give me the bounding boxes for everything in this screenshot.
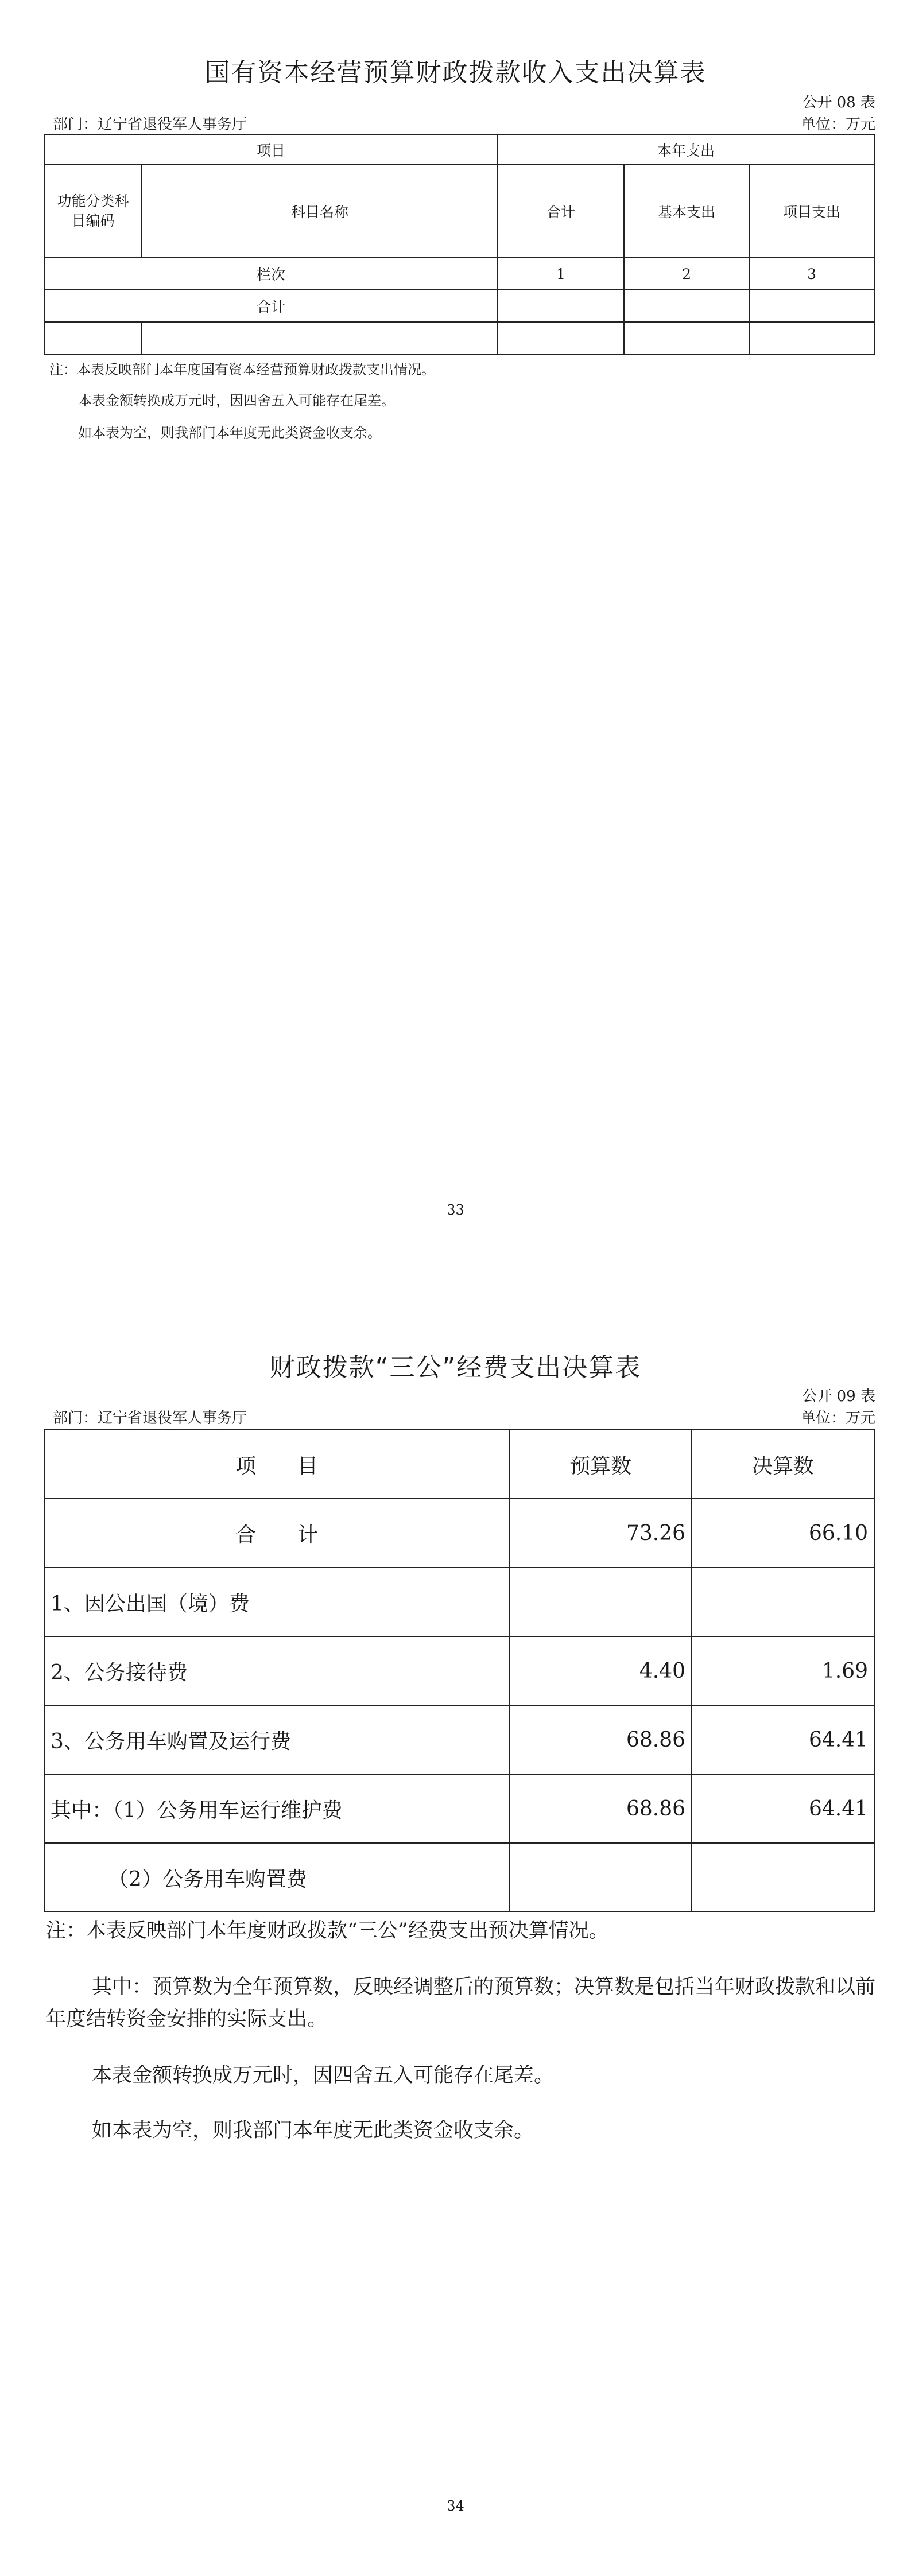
header-item: 项 目 <box>44 1430 509 1499</box>
header-final: 决算数 <box>692 1430 874 1499</box>
row-label: （2）公务用车购置费 <box>44 1843 509 1912</box>
sum-total-cell <box>498 290 624 322</box>
table-row <box>44 1568 874 1636</box>
row-label: 1、因公出国（境）费 <box>44 1568 509 1636</box>
unit-label: 单位：万元 <box>800 116 875 133</box>
header-total: 合计 <box>498 165 624 258</box>
empty-cell <box>498 322 624 354</box>
header-budget: 预算数 <box>509 1430 692 1499</box>
department-label: 部门：辽宁省退役军人事务厅 <box>53 116 247 133</box>
unit-label: 单位：万元 <box>800 1410 875 1427</box>
page-34 <box>0 1288 911 2576</box>
note-line: 注：本表反映部门本年度财政拨款“三公”经费支出预决算情况。 <box>46 1919 609 1942</box>
table-code: 公开 09 表 <box>802 1388 875 1405</box>
table-code: 公开 08 表 <box>802 94 875 111</box>
row-label: 2、公务接待费 <box>44 1636 509 1705</box>
final-value <box>692 1568 874 1636</box>
table-row <box>44 1774 874 1843</box>
page-number: 34 <box>447 2498 464 2514</box>
sum-label: 合计 <box>44 290 498 322</box>
final-value: 64.41 <box>692 1705 874 1774</box>
header-project-expense: 项目支出 <box>749 165 874 258</box>
budget-value: 68.86 <box>509 1705 692 1774</box>
budget-value: 73.26 <box>509 1499 692 1568</box>
row-index-c3: 3 <box>749 258 874 290</box>
table-row-total <box>44 1499 874 1568</box>
note-line: 本表金额转换成万元时，因四舍五入可能存在尾差。 <box>78 393 395 409</box>
final-value: 64.41 <box>692 1774 874 1843</box>
state-capital-budget-table <box>44 134 875 355</box>
note-line: 如本表为空，则我部门本年度无此类资金收支余。 <box>92 2119 534 2142</box>
empty-cell <box>142 322 498 354</box>
final-value: 66.10 <box>692 1499 874 1568</box>
header-basic: 基本支出 <box>624 165 749 258</box>
table-row <box>44 1705 874 1774</box>
note-line: 注：本表反映部门本年度国有资本经营预算财政拨款支出情况。 <box>49 362 435 378</box>
row-index-c2: 2 <box>624 258 749 290</box>
note-line: 其中：预算数为全年预算数，反映经调整后的预算数；决算数是包括当年财政拨款和以前年度结转资金安排的实际支出。 <box>46 1976 876 2031</box>
row-label: 3、公务用车购置及运行费 <box>44 1705 509 1774</box>
note-line: 如本表为空，则我部门本年度无此类资金收支余。 <box>78 425 381 441</box>
budget-value: 4.40 <box>509 1636 692 1705</box>
budget-value <box>509 1568 692 1636</box>
table-row-index <box>44 258 874 290</box>
header-func-code: 功能分类科目编码 <box>44 165 142 258</box>
header-current-year-expense: 本年支出 <box>498 135 874 165</box>
header-subject-name: 科目名称 <box>142 165 498 258</box>
budget-value <box>509 1843 692 1912</box>
row-index-c1: 1 <box>498 258 624 290</box>
page-number: 33 <box>447 1202 464 1218</box>
table-row <box>44 1636 874 1705</box>
empty-cell <box>749 322 874 354</box>
budget-value: 68.86 <box>509 1774 692 1843</box>
row-label: 其中：（1）公务用车运行维护费 <box>44 1774 509 1843</box>
table-header-row <box>44 1430 874 1499</box>
row-index-label: 栏次 <box>44 258 498 290</box>
sum-project-cell <box>749 290 874 322</box>
department-label: 部门：辽宁省退役军人事务厅 <box>53 1410 247 1427</box>
empty-cell <box>44 322 142 354</box>
table-row <box>44 322 874 354</box>
empty-cell <box>624 322 749 354</box>
table-subheader-row <box>44 165 874 258</box>
three-public-expense-table <box>44 1429 875 1912</box>
header-project: 项目 <box>44 135 498 165</box>
final-value: 1.69 <box>692 1636 874 1705</box>
note-line: 本表金额转换成万元时，因四舍五入可能存在尾差。 <box>92 2064 555 2087</box>
table-header-row <box>44 135 874 165</box>
row-label: 合 计 <box>44 1499 509 1568</box>
final-value <box>692 1843 874 1912</box>
table-sum-row <box>44 290 874 322</box>
table-row <box>44 1843 874 1912</box>
sum-basic-cell <box>624 290 749 322</box>
page-title: 国有资本经营预算财政拨款收入支出决算表 <box>204 58 707 87</box>
page-title: 财政拨款“三公”经费支出决算表 <box>269 1353 642 1382</box>
